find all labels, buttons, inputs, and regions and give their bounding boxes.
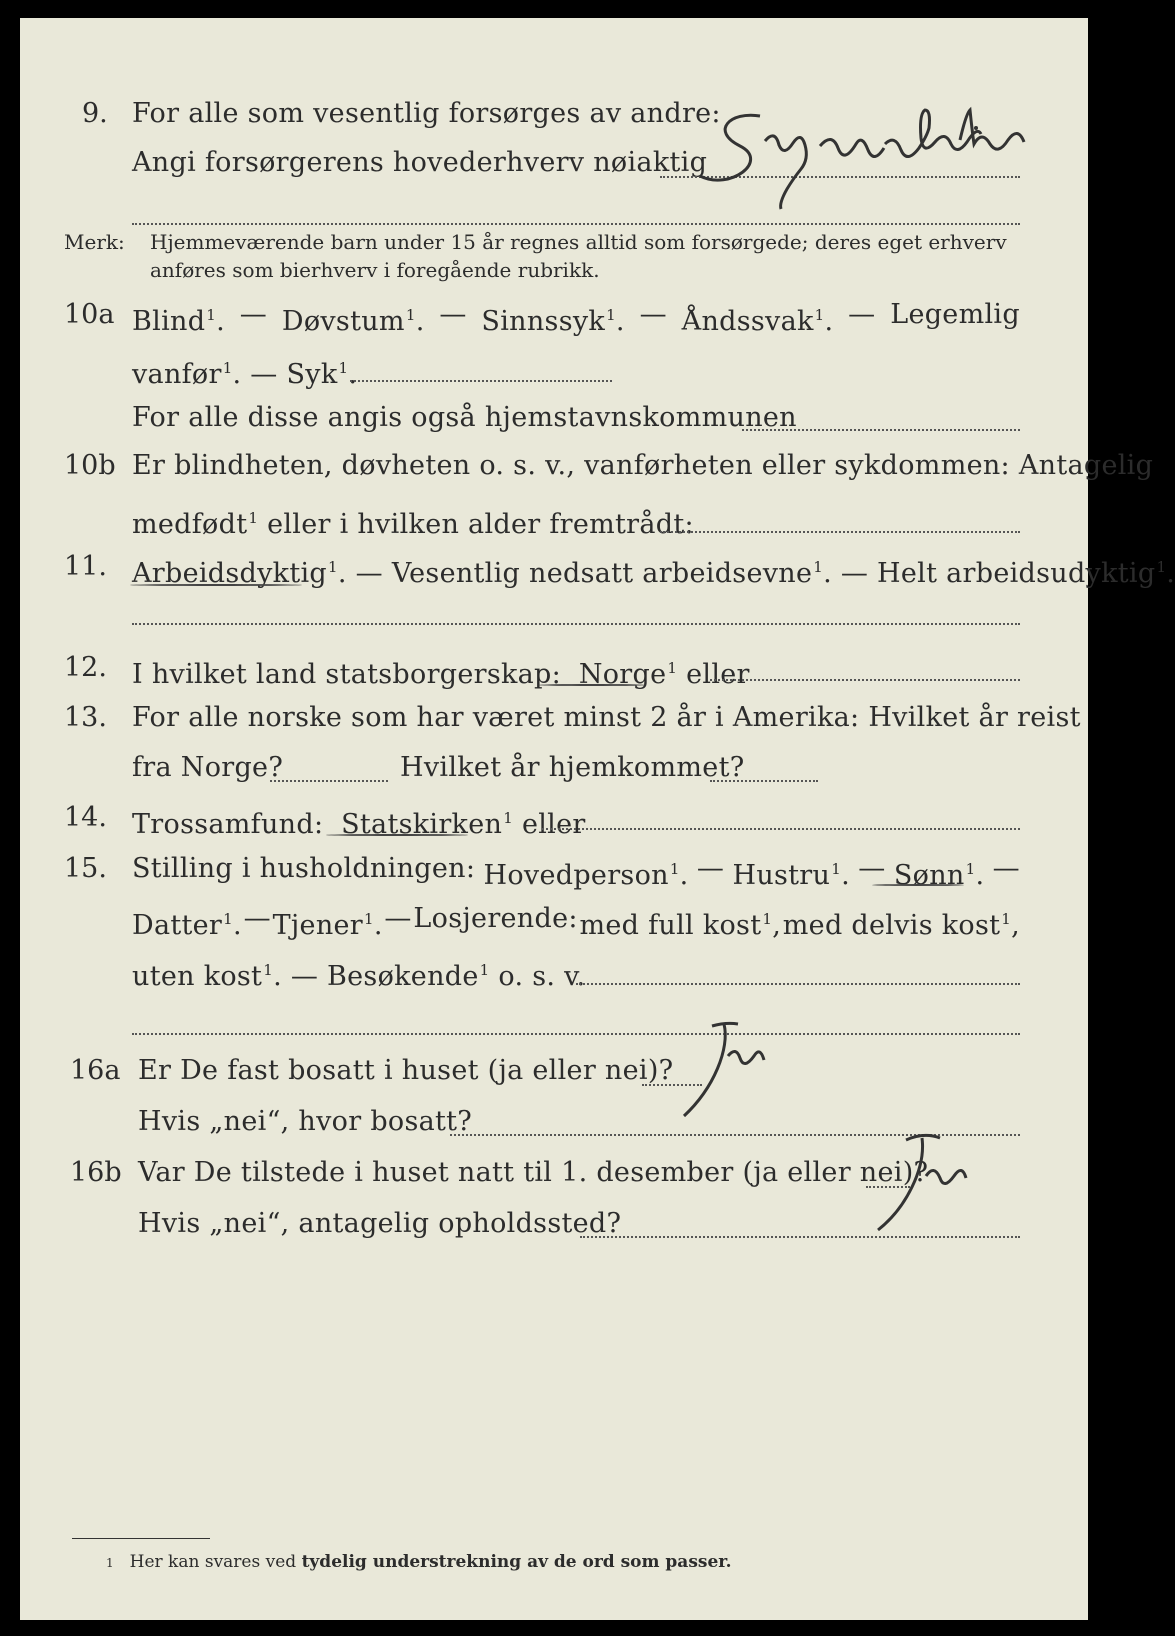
q12-underline-norge xyxy=(538,684,646,686)
q16b-line2: Hvis „nei“, antagelig opholdssted? xyxy=(138,1208,622,1239)
q15-line3: uten kost$^1$. — Besøkende$^1$ o. s. v. xyxy=(132,961,586,992)
q10a-kommune-line xyxy=(742,429,1020,431)
q11-number: 11. xyxy=(64,551,107,582)
q14-line: Trossamfund: Statskirken$^1$ eller xyxy=(132,809,586,840)
q9-handwritten-answer xyxy=(670,96,1050,216)
q10a-dovstum: Døvstum$^1$. xyxy=(281,306,425,337)
q16a-line2: Hvis „nei“, hvor bosatt? xyxy=(138,1106,473,1137)
q14-number: 14. xyxy=(64,802,107,833)
q13-line2b: Hvilket år hjemkommet? xyxy=(400,752,745,783)
footnote: 1 Her kan svares ved tydelig understrekning av de ord som passer. xyxy=(106,1552,732,1572)
census-form-page xyxy=(20,18,1175,1620)
q10a-andssvak: Åndssvak$^1$. xyxy=(681,306,834,337)
q15-extra-line xyxy=(132,1033,1020,1035)
q16b-number: 16b xyxy=(70,1157,122,1188)
q10b-number: 10b xyxy=(64,450,116,481)
q16b-line1: Var De tilstede i huset natt til 1. desember (ja eller nei)? xyxy=(138,1157,929,1188)
q16b-handwritten-answer xyxy=(850,1118,990,1238)
footnote-mark: 1 xyxy=(106,1556,114,1570)
q10a-sinnssyk: Sinnssyk$^1$. xyxy=(481,306,625,337)
q10a-blind: Blind$^1$. xyxy=(132,306,226,337)
q16a-handwritten-answer xyxy=(670,1008,790,1128)
q16a-number: 16a xyxy=(70,1055,121,1086)
q13-line1: For alle norske som har været minst 2 år i Amerika: Hvilket år reist xyxy=(132,702,1081,733)
q15-underline-sonn xyxy=(872,884,964,886)
q16a-line1: Er De fast bosatt i huset (ja eller nei)? xyxy=(138,1055,674,1086)
q11-extra-line xyxy=(132,623,1020,625)
q10a-legemlig: Legemlig xyxy=(890,299,1020,330)
q12-number: 12. xyxy=(64,652,107,683)
q10a-line2: vanfør$^1$. — Syk$^1$. xyxy=(132,359,358,390)
footnote-rule xyxy=(72,1538,210,1539)
merk-line1: Hjemmeværende barn under 15 år regnes alltid som forsørgede; deres eget erhverv xyxy=(150,230,1007,254)
q10a-line1: Blind$^1$. — Døvstum$^1$. — Sinnssyk$^1$. — Åndssvak$^1$. — Legemlig xyxy=(132,299,1020,337)
q10b-answer-line xyxy=(660,531,1020,533)
q11-line: Arbeidsdyktig$^1$. — Vesentlig nedsatt arbeidsevne$^1$. — Helt arbeidsudyktig$^1$. xyxy=(132,558,1175,589)
q13-reist-line xyxy=(270,780,388,782)
q12-line: I hvilket land statsborgerskap: Norge$^1$ eller xyxy=(132,659,750,690)
q9-line1: For alle som vesentlig forsørges av andre: xyxy=(132,98,721,129)
q10b-line1: Er blindheten, døvheten o. s. v., vanførheten eller sykdommen: Antagelig xyxy=(132,450,1154,481)
q14-answer-line xyxy=(542,828,1020,830)
q10b-line2: medfødt$^1$ eller i hvilken alder fremtrådt: xyxy=(132,509,694,540)
q9-line2: Angi forsørgerens hovederhverv nøiaktig xyxy=(132,147,708,178)
q15-line1: Stilling i husholdningen: Hovedperson$^1$. — Hustru$^1$. — Sønn$^1$. — xyxy=(132,853,1020,891)
q13-hjemkommet-line xyxy=(710,780,818,782)
merk-line2: anføres som bierhverv i foregående rubrikk. xyxy=(150,258,600,282)
q12-answer-line xyxy=(710,679,1020,681)
q15-answer-line xyxy=(576,983,1020,985)
q15-number: 15. xyxy=(64,853,107,884)
q9-number: 9. xyxy=(82,98,108,129)
q9-extra-line xyxy=(132,223,1020,225)
q10a-line3: For alle disse angis også hjemstavnskommunen xyxy=(132,402,797,433)
q11-underline-arbeidsdyktig xyxy=(130,584,302,586)
q10a-syk-line xyxy=(350,380,612,382)
merk-label: Merk: xyxy=(64,230,125,254)
q15-line2: Datter$^1$. — Tjener$^1$. — Losjerende: med full kost$^1$, med delvis kost$^1$, xyxy=(132,903,1020,941)
q14-underline-statskirken xyxy=(326,834,468,836)
q10a-number: 10a xyxy=(64,299,115,330)
q13-line2a: fra Norge? xyxy=(132,752,284,783)
q13-number: 13. xyxy=(64,702,107,733)
